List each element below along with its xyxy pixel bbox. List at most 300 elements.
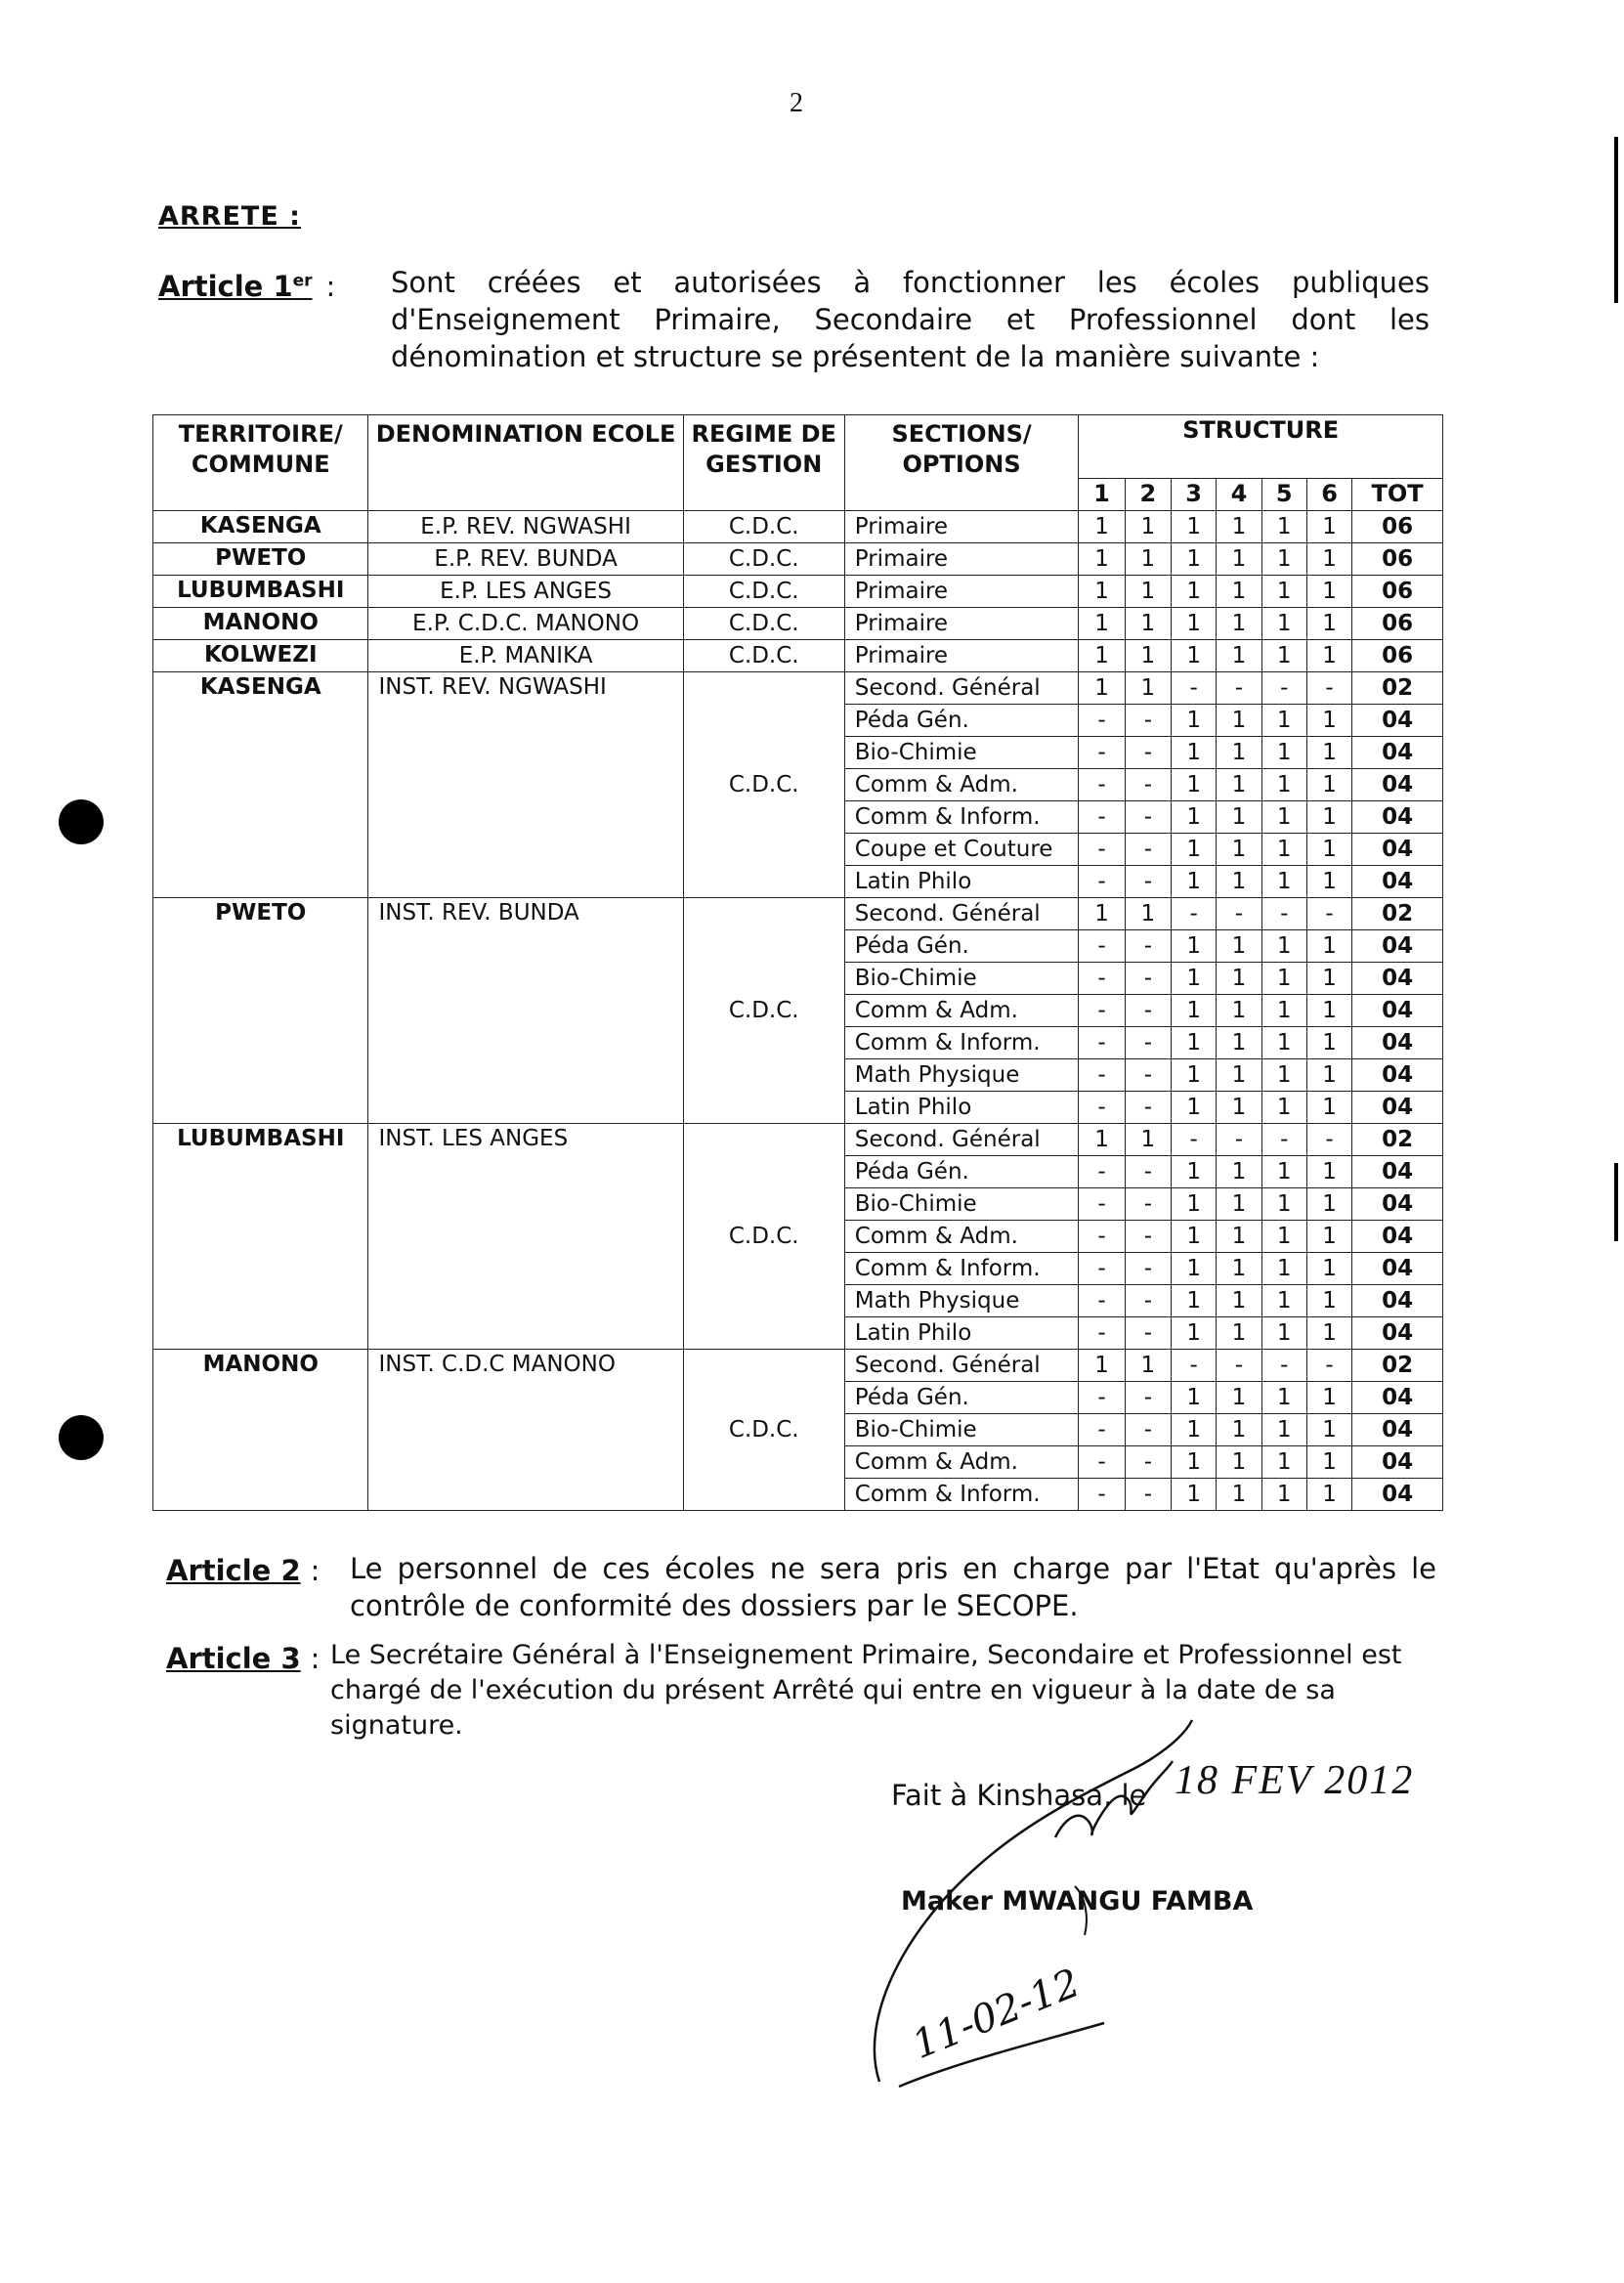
header-year-6: 6: [1306, 479, 1351, 511]
year-cell: -: [1125, 1253, 1171, 1285]
year-cell: 1: [1079, 576, 1125, 608]
year-cell: 1: [1306, 1446, 1351, 1479]
year-cell: -: [1079, 1027, 1125, 1059]
year-cell: -: [1079, 1414, 1125, 1446]
year-cell: 1: [1172, 1479, 1217, 1511]
year-cell: -: [1079, 1382, 1125, 1414]
year-cell: -: [1125, 801, 1171, 834]
year-cell: 1: [1306, 1317, 1351, 1350]
year-cell: -: [1217, 1350, 1261, 1382]
regime-cell: C.D.C.: [683, 543, 844, 576]
section-cell: Primaire: [844, 543, 1079, 576]
year-cell: 1: [1125, 608, 1171, 640]
year-cell: -: [1125, 705, 1171, 737]
year-cell: -: [1079, 1188, 1125, 1221]
section-cell: Second. Général: [844, 1350, 1079, 1382]
year-cell: -: [1172, 1350, 1217, 1382]
year-cell: 1: [1217, 995, 1261, 1027]
year-cell: 1: [1125, 898, 1171, 930]
year-cell: 1: [1306, 963, 1351, 995]
tot-cell: 04: [1352, 1446, 1443, 1479]
tot-cell: 04: [1352, 1059, 1443, 1092]
year-cell: -: [1079, 737, 1125, 769]
year-cell: 1: [1261, 1414, 1306, 1446]
article-3-label: Article 3 :: [166, 1642, 321, 1675]
year-cell: 1: [1306, 995, 1351, 1027]
year-cell: 1: [1261, 608, 1306, 640]
year-cell: 1: [1306, 737, 1351, 769]
section-cell: Bio-Chimie: [844, 963, 1079, 995]
article-1-label: Article 1er :: [158, 270, 336, 303]
year-cell: 1: [1306, 1253, 1351, 1285]
year-cell: 1: [1261, 930, 1306, 963]
year-cell: -: [1172, 1124, 1217, 1156]
date-stamp: 18 FEV 2012: [1175, 1758, 1415, 1803]
table-row: [153, 898, 1443, 930]
year-cell: -: [1125, 769, 1171, 801]
year-cell: 1: [1306, 543, 1351, 576]
table-row: [153, 576, 1443, 608]
article-3-text: Le Secrétaire Général à l'Enseignement Primaire, Secondaire et Professionnel est chargé de l'exécution du présent Arrêté qui entre en vigueur à la date de sa signature.: [330, 1640, 1402, 1741]
section-cell: Coupe et Couture: [844, 834, 1079, 866]
year-cell: -: [1079, 1156, 1125, 1188]
denomination-cell: E.P. MANIKA: [368, 640, 683, 672]
year-cell: -: [1125, 834, 1171, 866]
section-cell: Bio-Chimie: [844, 737, 1079, 769]
section-cell: Second. Général: [844, 898, 1079, 930]
year-cell: 1: [1261, 1027, 1306, 1059]
tot-cell: 02: [1352, 898, 1443, 930]
year-cell: -: [1079, 1446, 1125, 1479]
year-cell: -: [1079, 1317, 1125, 1350]
year-cell: -: [1306, 1350, 1351, 1382]
year-cell: 1: [1217, 1221, 1261, 1253]
territoire-cell: LUBUMBASHI: [153, 576, 368, 608]
year-cell: 1: [1217, 1188, 1261, 1221]
table-row: [153, 1124, 1443, 1156]
year-cell: 1: [1172, 963, 1217, 995]
year-cell: 1: [1261, 1221, 1306, 1253]
section-cell: Comm & Adm.: [844, 769, 1079, 801]
year-cell: 1: [1306, 1188, 1351, 1221]
tot-cell: 04: [1352, 1317, 1443, 1350]
year-cell: 1: [1261, 1317, 1306, 1350]
year-cell: -: [1125, 1285, 1171, 1317]
year-cell: 1: [1125, 576, 1171, 608]
year-cell: 1: [1306, 576, 1351, 608]
year-cell: 1: [1172, 737, 1217, 769]
denomination-cell: INST. LES ANGES: [368, 1124, 683, 1350]
tot-cell: 02: [1352, 1124, 1443, 1156]
year-cell: 1: [1261, 1059, 1306, 1092]
denomination-cell: INST. REV. NGWASHI: [368, 672, 683, 898]
year-cell: 1: [1261, 834, 1306, 866]
section-cell: Comm & Adm.: [844, 1221, 1079, 1253]
year-cell: -: [1172, 672, 1217, 705]
territoire-cell: KASENGA: [153, 672, 368, 898]
year-cell: 1: [1217, 1027, 1261, 1059]
year-cell: -: [1125, 1156, 1171, 1188]
section-cell: Péda Gén.: [844, 1382, 1079, 1414]
tot-cell: 06: [1352, 608, 1443, 640]
year-cell: 1: [1172, 543, 1217, 576]
year-cell: 1: [1217, 801, 1261, 834]
section-cell: Péda Gén.: [844, 705, 1079, 737]
tot-cell: 04: [1352, 1221, 1443, 1253]
tot-cell: 04: [1352, 1092, 1443, 1124]
tot-cell: 04: [1352, 866, 1443, 898]
year-cell: 1: [1261, 737, 1306, 769]
year-cell: 1: [1079, 640, 1125, 672]
year-cell: 1: [1261, 576, 1306, 608]
territoire-cell: KASENGA: [153, 511, 368, 543]
table-header: [153, 415, 1443, 511]
year-cell: -: [1079, 834, 1125, 866]
year-cell: 1: [1125, 672, 1171, 705]
year-cell: 1: [1125, 1124, 1171, 1156]
section-cell: Comm & Inform.: [844, 801, 1079, 834]
year-cell: 1: [1217, 1317, 1261, 1350]
page-number: 2: [790, 88, 803, 118]
year-cell: 1: [1306, 511, 1351, 543]
year-cell: 1: [1217, 834, 1261, 866]
regime-cell: C.D.C.: [683, 640, 844, 672]
place-label: Fait à Kinshasa, le: [891, 1779, 1147, 1812]
tot-cell: 04: [1352, 801, 1443, 834]
header-year-5: 5: [1261, 479, 1306, 511]
year-cell: 1: [1217, 705, 1261, 737]
year-cell: 1: [1306, 1027, 1351, 1059]
denomination-cell: INST. C.D.C MANONO: [368, 1350, 683, 1511]
year-cell: 1: [1172, 930, 1217, 963]
year-cell: 1: [1306, 1156, 1351, 1188]
denomination-cell: E.P. REV. NGWASHI: [368, 511, 683, 543]
table-row: [153, 608, 1443, 640]
signatory-name: Maker MWANGU FAMBA: [901, 1886, 1254, 1917]
year-cell: 1: [1125, 1350, 1171, 1382]
year-cell: 1: [1306, 801, 1351, 834]
year-cell: 1: [1172, 995, 1217, 1027]
year-cell: 1: [1217, 769, 1261, 801]
year-cell: 1: [1306, 834, 1351, 866]
year-cell: -: [1079, 963, 1125, 995]
schools-structure-table: [152, 414, 1443, 1511]
year-cell: 1: [1079, 511, 1125, 543]
section-cell: Math Physique: [844, 1059, 1079, 1092]
section-cell: Péda Gén.: [844, 930, 1079, 963]
year-cell: -: [1125, 1059, 1171, 1092]
table-row: [153, 640, 1443, 672]
denomination-cell: INST. REV. BUNDA: [368, 898, 683, 1124]
table-row: [153, 1350, 1443, 1382]
year-cell: 1: [1306, 640, 1351, 672]
year-cell: -: [1079, 995, 1125, 1027]
section-cell: Comm & Inform.: [844, 1479, 1079, 1511]
year-cell: 1: [1306, 1059, 1351, 1092]
section-cell: Comm & Adm.: [844, 995, 1079, 1027]
year-cell: 1: [1217, 576, 1261, 608]
year-cell: 1: [1306, 1382, 1351, 1414]
year-cell: 1: [1079, 608, 1125, 640]
section-cell: Bio-Chimie: [844, 1414, 1079, 1446]
year-cell: 1: [1306, 608, 1351, 640]
year-cell: -: [1079, 1059, 1125, 1092]
year-cell: -: [1079, 930, 1125, 963]
territoire-cell: MANONO: [153, 1350, 368, 1511]
year-cell: 1: [1172, 511, 1217, 543]
regime-cell: C.D.C.: [683, 898, 844, 1124]
year-cell: 1: [1079, 543, 1125, 576]
tot-cell: 06: [1352, 576, 1443, 608]
section-cell: Bio-Chimie: [844, 1188, 1079, 1221]
year-cell: 1: [1261, 1479, 1306, 1511]
year-cell: -: [1125, 1414, 1171, 1446]
year-cell: -: [1261, 1124, 1306, 1156]
year-cell: -: [1125, 737, 1171, 769]
year-cell: 1: [1172, 1221, 1217, 1253]
year-cell: 1: [1217, 1092, 1261, 1124]
year-cell: 1: [1261, 705, 1306, 737]
regime-cell: C.D.C.: [683, 576, 844, 608]
year-cell: -: [1079, 769, 1125, 801]
year-cell: 1: [1217, 1156, 1261, 1188]
year-cell: 1: [1172, 769, 1217, 801]
year-cell: 1: [1217, 1059, 1261, 1092]
header-sections: SECTIONS/ OPTIONS: [844, 415, 1079, 511]
year-cell: 1: [1306, 866, 1351, 898]
year-cell: 1: [1261, 1382, 1306, 1414]
regime-cell: C.D.C.: [683, 1350, 844, 1511]
header-tot: TOT: [1352, 479, 1443, 511]
section-cell: Primaire: [844, 511, 1079, 543]
year-cell: -: [1125, 1479, 1171, 1511]
year-cell: 1: [1172, 1156, 1217, 1188]
punch-hole-2: [59, 1415, 104, 1460]
tot-cell: 04: [1352, 1253, 1443, 1285]
year-cell: 1: [1261, 1092, 1306, 1124]
section-cell: Comm & Inform.: [844, 1027, 1079, 1059]
handwritten-date: 11-02-12: [906, 1960, 1087, 2069]
header-regime: REGIME DE GESTION: [683, 415, 844, 511]
year-cell: 1: [1172, 801, 1217, 834]
year-cell: 1: [1172, 1253, 1217, 1285]
year-cell: -: [1217, 1124, 1261, 1156]
tot-cell: 04: [1352, 769, 1443, 801]
year-cell: 1: [1306, 769, 1351, 801]
year-cell: -: [1125, 866, 1171, 898]
year-cell: 1: [1261, 769, 1306, 801]
section-cell: Péda Gén.: [844, 1156, 1079, 1188]
year-cell: 1: [1079, 672, 1125, 705]
table-body: [153, 511, 1443, 1511]
year-cell: 1: [1172, 1027, 1217, 1059]
year-cell: 1: [1261, 1446, 1306, 1479]
year-cell: 1: [1217, 543, 1261, 576]
tot-cell: 04: [1352, 930, 1443, 963]
year-cell: 1: [1172, 705, 1217, 737]
year-cell: -: [1306, 898, 1351, 930]
year-cell: 1: [1125, 543, 1171, 576]
denomination-cell: E.P. LES ANGES: [368, 576, 683, 608]
regime-cell: C.D.C.: [683, 1124, 844, 1350]
regime-cell: C.D.C.: [683, 511, 844, 543]
year-cell: 1: [1172, 576, 1217, 608]
tot-cell: 04: [1352, 1027, 1443, 1059]
year-cell: 1: [1261, 866, 1306, 898]
scan-edge-mark: [1614, 1163, 1618, 1241]
tot-cell: 06: [1352, 543, 1443, 576]
header-year-2: 2: [1125, 479, 1171, 511]
year-cell: 1: [1217, 1382, 1261, 1414]
year-cell: 1: [1261, 963, 1306, 995]
header-year-1: 1: [1079, 479, 1125, 511]
header-year-3: 3: [1172, 479, 1217, 511]
year-cell: -: [1079, 1221, 1125, 1253]
header-denomination: DENOMINATION ECOLE: [368, 415, 683, 511]
tot-cell: 02: [1352, 672, 1443, 705]
year-cell: -: [1125, 995, 1171, 1027]
year-cell: 1: [1261, 511, 1306, 543]
year-cell: 1: [1172, 1446, 1217, 1479]
year-cell: -: [1125, 1221, 1171, 1253]
year-cell: -: [1079, 801, 1125, 834]
year-cell: 1: [1306, 930, 1351, 963]
year-cell: -: [1261, 672, 1306, 705]
year-cell: 1: [1172, 1092, 1217, 1124]
year-cell: 1: [1217, 640, 1261, 672]
header-year-4: 4: [1217, 479, 1261, 511]
year-cell: 1: [1217, 1414, 1261, 1446]
section-cell: Latin Philo: [844, 1092, 1079, 1124]
territoire-cell: MANONO: [153, 608, 368, 640]
year-cell: 1: [1079, 1350, 1125, 1382]
section-cell: Latin Philo: [844, 1317, 1079, 1350]
year-cell: 1: [1306, 1479, 1351, 1511]
year-cell: 1: [1217, 963, 1261, 995]
year-cell: 1: [1306, 1414, 1351, 1446]
year-cell: -: [1079, 1253, 1125, 1285]
year-cell: 1: [1306, 1092, 1351, 1124]
tot-cell: 04: [1352, 995, 1443, 1027]
scan-edge-mark: [1614, 137, 1618, 303]
year-cell: 1: [1306, 1285, 1351, 1317]
arrete-heading: ARRETE :: [158, 201, 301, 232]
year-cell: -: [1306, 1124, 1351, 1156]
section-cell: Comm & Inform.: [844, 1253, 1079, 1285]
year-cell: 1: [1217, 1446, 1261, 1479]
year-cell: -: [1306, 672, 1351, 705]
year-cell: 1: [1306, 1221, 1351, 1253]
year-cell: 1: [1172, 1059, 1217, 1092]
year-cell: 1: [1172, 834, 1217, 866]
year-cell: 1: [1306, 705, 1351, 737]
year-cell: 1: [1172, 640, 1217, 672]
table-row: [153, 511, 1443, 543]
section-cell: Second. Général: [844, 672, 1079, 705]
year-cell: 1: [1217, 930, 1261, 963]
year-cell: -: [1125, 1317, 1171, 1350]
year-cell: 1: [1217, 737, 1261, 769]
tot-cell: 04: [1352, 1156, 1443, 1188]
year-cell: 1: [1217, 608, 1261, 640]
tot-cell: 04: [1352, 1382, 1443, 1414]
year-cell: -: [1217, 898, 1261, 930]
section-cell: Math Physique: [844, 1285, 1079, 1317]
year-cell: 1: [1261, 543, 1306, 576]
article-2-text: Le personnel de ces écoles ne sera pris en charge par l'Etat qu'après le contrôle de conformité des dossiers par le SECOPE.: [350, 1552, 1436, 1622]
year-cell: 1: [1079, 898, 1125, 930]
year-cell: -: [1079, 1285, 1125, 1317]
tot-cell: 04: [1352, 963, 1443, 995]
punch-hole-1: [59, 799, 104, 844]
section-cell: Second. Général: [844, 1124, 1079, 1156]
year-cell: -: [1125, 1092, 1171, 1124]
year-cell: -: [1079, 866, 1125, 898]
denomination-cell: E.P. C.D.C. MANONO: [368, 608, 683, 640]
year-cell: -: [1261, 898, 1306, 930]
tot-cell: 06: [1352, 511, 1443, 543]
section-cell: Latin Philo: [844, 866, 1079, 898]
tot-cell: 04: [1352, 1479, 1443, 1511]
year-cell: 1: [1172, 1188, 1217, 1221]
tot-cell: 04: [1352, 705, 1443, 737]
year-cell: 1: [1172, 1317, 1217, 1350]
tot-cell: 04: [1352, 1285, 1443, 1317]
year-cell: 1: [1261, 995, 1306, 1027]
year-cell: 1: [1217, 1253, 1261, 1285]
tot-cell: 04: [1352, 834, 1443, 866]
year-cell: -: [1261, 1350, 1306, 1382]
territoire-cell: PWETO: [153, 543, 368, 576]
section-cell: Primaire: [844, 576, 1079, 608]
year-cell: 1: [1217, 1479, 1261, 1511]
year-cell: 1: [1261, 1156, 1306, 1188]
tot-cell: 04: [1352, 1414, 1443, 1446]
year-cell: 1: [1261, 640, 1306, 672]
year-cell: -: [1217, 672, 1261, 705]
section-cell: Primaire: [844, 640, 1079, 672]
year-cell: 1: [1172, 1382, 1217, 1414]
year-cell: 1: [1217, 511, 1261, 543]
year-cell: -: [1125, 1382, 1171, 1414]
year-cell: 1: [1217, 866, 1261, 898]
year-cell: -: [1125, 1446, 1171, 1479]
year-cell: -: [1125, 1188, 1171, 1221]
table-row: [153, 543, 1443, 576]
header-territoire: TERRITOIRE/ COMMUNE: [153, 415, 368, 511]
regime-cell: C.D.C.: [683, 608, 844, 640]
year-cell: -: [1125, 1027, 1171, 1059]
regime-cell: C.D.C.: [683, 672, 844, 898]
year-cell: 1: [1261, 1253, 1306, 1285]
article-1-text: Sont créées et autorisées à fonctionner les écoles publiques d'Enseignement Primaire, Secondaire et Professionnel dont les dénomination et structure se présentent de la manière suivante :: [391, 266, 1430, 373]
year-cell: -: [1079, 1479, 1125, 1511]
year-cell: -: [1172, 898, 1217, 930]
year-cell: -: [1125, 963, 1171, 995]
year-cell: 1: [1217, 1285, 1261, 1317]
territoire-cell: KOLWEZI: [153, 640, 368, 672]
year-cell: 1: [1172, 1414, 1217, 1446]
denomination-cell: E.P. REV. BUNDA: [368, 543, 683, 576]
year-cell: 1: [1261, 1285, 1306, 1317]
tot-cell: 04: [1352, 737, 1443, 769]
year-cell: 1: [1172, 866, 1217, 898]
table-row: [153, 672, 1443, 705]
year-cell: 1: [1261, 1188, 1306, 1221]
year-cell: -: [1079, 1092, 1125, 1124]
year-cell: 1: [1172, 608, 1217, 640]
year-cell: 1: [1261, 801, 1306, 834]
